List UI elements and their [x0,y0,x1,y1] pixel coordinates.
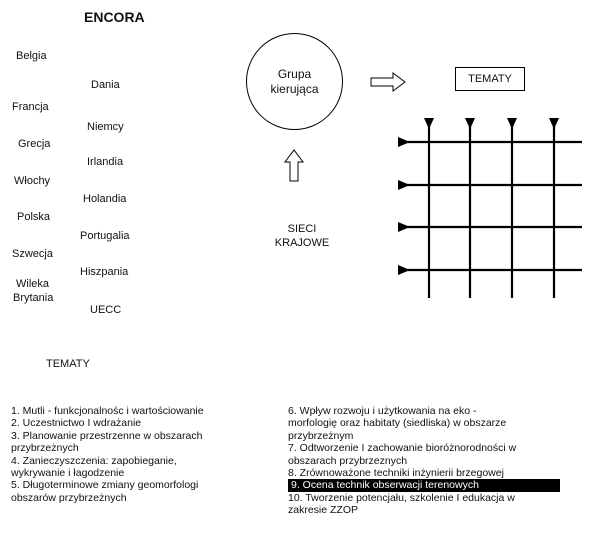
themes-box: TEMATY [455,67,525,91]
themes-section-label: TEMATY [46,358,90,370]
theme-line: 2. Uczestnictwo I wdrażanie [11,417,142,430]
theme-line: 10. Tworzenie potencjału, szkolenie I edukacja w [288,491,515,504]
theme-line: morfologię oraz habitaty (siedliska) w obszarze [288,417,507,430]
column-arrowheads [424,118,559,129]
national-networks-line2: KRAJOWE [274,237,330,249]
theme-line: przybrzeżnych [11,442,79,455]
theme-line: obszarów przybrzeżnych [11,491,127,504]
down-arrowhead-icon [424,118,434,129]
country-wielka-brytania-line1: Wileka [16,278,50,290]
theme-line: 1. Mutli - funkcjonalnośc i wartościowanie [11,405,204,417]
right-arrowhead-icon [398,265,410,275]
matrix-grid [400,118,582,298]
row-arrowheads [398,137,410,275]
highlighted-theme: 9. Ocena technik obserwacji terenowych [288,479,560,491]
country-polska: Polska [17,211,51,223]
down-arrowhead-icon [507,118,517,129]
country-grecja: Grecja [18,138,51,150]
theme-line: wykrywanie i łagodzenie [11,467,125,480]
theme-line: 4. Zanieczyszczenia: zapobieganie, [11,454,177,467]
theme-line: 7. Odtworzenie I zachowanie bioróżnorodności w [288,442,517,455]
country-portugalia: Portugalia [80,230,130,242]
theme-line: obszarach przybrzeznych [288,454,408,467]
steering-group-label-line1: Grupa [277,66,312,81]
theme-line: zakresie ZZOP [288,504,359,517]
themes-list-right [288,405,560,517]
theme-line: 5. Długoterminowe zmiany geomorfologi [11,479,199,492]
themes-list-left [11,405,204,504]
down-arrowhead-icon [465,118,475,129]
theme-line: przybrzeżnym [288,429,354,442]
country-dania: Dania [91,79,120,91]
theme-line: 3. Planowanie przestrzenne w obszarach [11,429,203,442]
theme-line: 8. Zrównoważone techniki inżynierii brzegowej [288,467,504,480]
country-szwecja: Szwecja [12,248,53,260]
down-arrowhead-icon [549,118,559,129]
country-irlandia: Irlandia [87,156,124,168]
country-belgia: Belgia [16,50,47,62]
right-arrowhead-icon [398,180,410,190]
country-uecc: UECC [90,304,122,316]
steering-group-label-line2: kierująca [270,81,319,96]
right-arrowhead-icon [398,222,410,232]
hollow-right-arrow-icon [371,73,405,91]
theme-line: 6. Wpływ rozwoju i użytkowania na eko - [288,405,477,417]
country-niemcy: Niemcy [87,121,124,133]
national-networks-line1: SIECI [287,223,317,235]
country-wielka-brytania-line2: Brytania [13,292,54,304]
country-hiszpania: Hiszpania [80,266,129,278]
right-arrowhead-icon [398,137,410,147]
country-wlochy: Włochy [14,175,51,187]
country-francja: Francja [12,101,49,113]
hollow-up-arrow-icon [285,150,303,181]
country-holandia: Holandia [83,193,127,205]
diagram-title: ENCORA [84,9,145,25]
